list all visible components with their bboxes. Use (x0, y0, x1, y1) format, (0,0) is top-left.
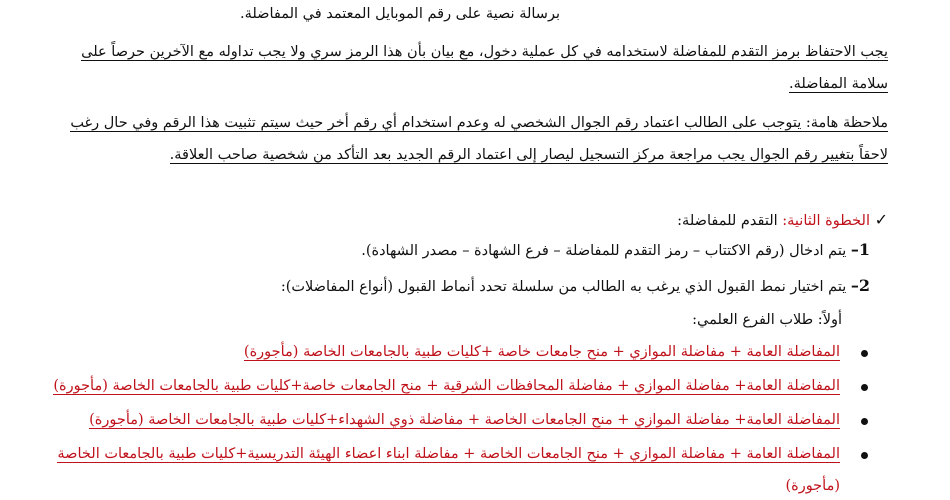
item-number: 1– (850, 240, 870, 259)
important-note-line1 (70, 113, 888, 133)
option-text: المفاضلة العامة+ مفاضلة الموازي + منح الجامعات الخاصة + مفاضلة ذوي الشهداء+كليات طبية بالجامعات الخاصة (مأجورة) (89, 412, 840, 428)
underlined-text: يجب الاحتفاظ برمز التقدم للمفاضلة لاستخدامه في كل عملية دخول، مع بيان بأن هذا الرمز سري ولا يجب تداوله مع الآخرين حرصاً على (81, 44, 888, 60)
underlined-text: لاحقاً بتغيير رقم الجوال يجب مراجعة مركز التسجيل ليصار إلى اعتماد الرقم الجديد بعد التأكد من شخصية صاحب العلاقة. (169, 147, 888, 163)
option-text: المفاضلة العامة + مفاضلة الموازي + منح الجامعات الخاصة + مفاضلة ابناء اعضاء الهيئة التدريسية+كليات طبية بالجامعات الخاصة (57, 446, 840, 462)
admission-option-2 (53, 376, 840, 396)
code-retention-paragraph-line2 (789, 74, 888, 94)
step2-label: الخطوة الثانية: (782, 213, 870, 229)
checkmark-icon: ✓ (874, 210, 888, 229)
step2-heading (677, 210, 888, 231)
item-number: 2– (850, 276, 870, 295)
code-retention-paragraph-line1 (81, 42, 888, 62)
step2-item1 (361, 240, 870, 261)
bullet-icon (861, 452, 868, 459)
bullet-icon (861, 350, 868, 357)
underlined-text: ملاحظة هامة: يتوجب على الطالب اعتماد رقم الجوال الشخصي له وعدم استخدام أي رقم أخر حيث سيتم تثبيت هذا الرقم وفي حال رغب (70, 115, 888, 131)
bullet-icon (861, 418, 868, 425)
admission-option-3 (89, 410, 840, 430)
item-text: يتم ادخال (رقم الاكتتاب – رمز التقدم للمفاضلة – فرع الشهادة – مصدر الشهادة). (361, 243, 847, 259)
step2-title: التقدم للمفاضلة: (677, 213, 783, 229)
step2-item2 (281, 276, 870, 297)
text-line: برسالة نصية على رقم الموبايل المعتمد في المفاضلة. (239, 6, 560, 22)
admission-option-1 (244, 342, 840, 362)
option-text: المفاضلة العامة + مفاضلة الموازي + منح جامعات خاصة +كليات طبية بالجامعات الخاصة (مأجورة) (243, 344, 840, 360)
important-note-line2 (170, 145, 888, 165)
underlined-text: سلامة المفاضلة. (788, 76, 888, 92)
item-text: يتم اختيار نمط القبول الذي يرغب به الطالب من سلسلة تحدد أنماط القبول (أنواع المفاضلات): (280, 279, 847, 295)
option-text: المفاضلة العامة+ مفاضلة الموازي + مفاضلة المحافظات الشرقية + منح الجامعات خاصة+كليات طبية بالجامعات الخاصة (مأجورة) (53, 378, 840, 394)
science-branch-subheading: أولاً: طلاب الفرع العلمي: (692, 312, 842, 328)
bullet-icon (861, 384, 868, 391)
admission-option-4 (57, 444, 840, 464)
admission-option-4-continued: (مأجورة) (785, 478, 840, 494)
